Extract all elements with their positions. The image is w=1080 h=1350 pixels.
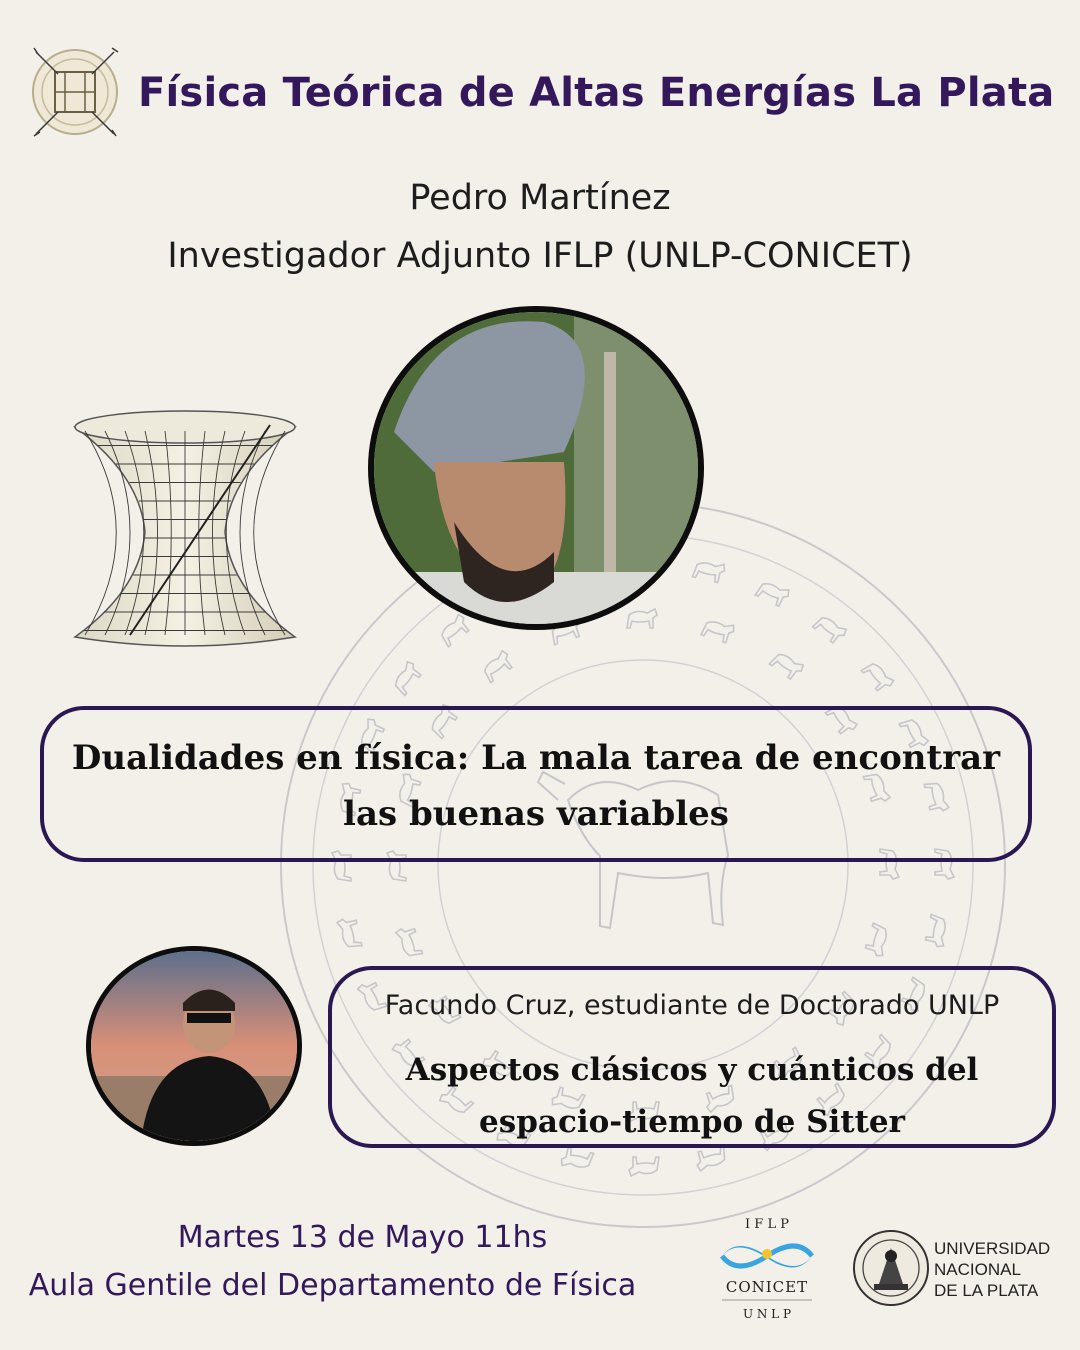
page-title: Física Teórica de Altas Energías La Plata [138, 70, 1055, 116]
speaker-name: Pedro Martínez [409, 178, 671, 218]
conicet-label: CONICET [725, 1278, 809, 1296]
unlp-seal-icon [852, 1226, 930, 1310]
unlp-label: U N L P [742, 1307, 792, 1321]
unlp-name [934, 1238, 1050, 1301]
hyperboloid-illustration [70, 405, 300, 660]
event-place: Aula Gentile del Departamento de Física [28, 1268, 637, 1303]
unlp-line3: DE LA PLATA [934, 1281, 1039, 1300]
unlp-line1: UNIVERSIDAD [934, 1239, 1051, 1258]
talk1-title: Dualidades en física: La mala tarea de encontrar las buenas variables [71, 738, 1001, 834]
iflp-conicet-logo [712, 1214, 822, 1324]
second-speaker-photo-image [91, 951, 297, 1141]
event-date: Martes 13 de Mayo 11hs [177, 1220, 548, 1255]
speaker-role: Investigador Adjunto IFLP (UNLP-CONICET) [167, 236, 913, 276]
talk2-speaker: Facundo Cruz, estudiante de Doctorado UNLP [384, 990, 1000, 1021]
second-speaker-photo [86, 946, 302, 1146]
talk2-title: Aspectos clásicos y cuánticos del espacio-tiempo de Sitter [405, 1052, 979, 1140]
unlp-line2: NACIONAL [934, 1260, 1021, 1279]
speaker-photo [368, 306, 704, 630]
speaker-photo-image [374, 312, 698, 624]
department-seal-icon [28, 42, 122, 142]
iflp-label: I F L P [745, 1217, 789, 1232]
